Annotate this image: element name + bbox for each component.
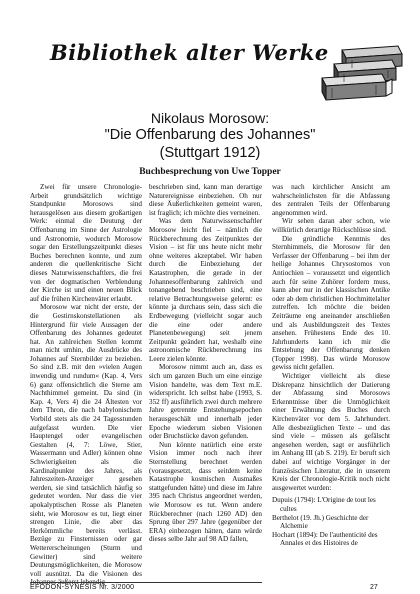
reference-item: Dupuis (1794): L'Origine de tout les cultes <box>272 496 376 513</box>
footer-rule <box>30 582 262 583</box>
review-byline: Buchbesprechung von Uwe Topper <box>139 167 281 177</box>
paragraph: was nach kirchlicher Ansicht am wahrscheinlichsten für die Abfassung des zentralen Teils der Offenbarung angenommen wird. <box>272 183 390 217</box>
text-column-1 <box>30 183 142 587</box>
paragraph: Zwei für unsere Chronologie-Arbeit grundsätzlich wichtige Standpunkte Morosows sind herausgelösen aus diesem großartigen Werk: einmal die Deutung der Offenbarung im Sinne der Astrologie und Astronomie, wodurch Morosow sogar den Erstellungszeitpunkt dieses Buches berechnen konnte, und zum anderen die quellenkritische Sicht dieses Naturwissenschaftlers, die frei von der dogmatischen Verblendung der Kirche ist und einen neuen Blick auf die frühen Kirchenväter erlaubt. <box>30 183 142 303</box>
books-stack-icon <box>312 44 404 104</box>
paragraph: beschrieben sind, kann man derartige Naturereignisse einbeziehen. Oh nur diese Äußerlichkeiten gemeint waren, ist fraglich; ich möchte dies verneinen. <box>149 183 262 217</box>
footer-journal: EFODON-SYNESIS Nr. 3/2000 <box>30 584 135 591</box>
reference-item: Berthelot (19. Jh.) Geschichte der Alchemie <box>272 513 369 531</box>
text-column-3 <box>272 183 390 548</box>
paragraph: Was dem Naturwissenschaftler Morosow leicht fiel – nämlich die Rückberechnung des Zeitpunktes der Vision – ist für uns heute nicht mehr ohne weiteres akzeptabel. Wir haben durch die Einbeziehung der Katastrophen, die gerade in der Johannesoffenbarung zahlreich und tonangebend beschrieben sind, eine relative Betrachtungsweise gelernt: es könnte ja durchaus sein, dass sich die Erdbewegung (vielleicht sogar auch die eine oder andere Planetenbewegung) seit jenem Zeitpunkt geändert hat, weshalb eine astronomische Rückberechnung ins Leere zielen könnte. <box>149 217 262 363</box>
paragraph: Wir sehen daran aber schon, wie willkürlich derartige Rückschlüsse sind. <box>272 217 390 234</box>
page-number: 27 <box>370 584 378 591</box>
paragraph: Morosow nimmt auch an, dass es sich um ganzen Buch um eine einzige Vision handelte, was dem Text m.E. widerspricht. Ich selbst habe (1993, S. 352 ff) ausführlich zwei durch mehrere Jahre getrennte Entstehungsepochen herausgeschält und innerhalb jeder Epoche wiederum sieben Visionen oder Bruchstücke davon gefunden. <box>149 363 262 441</box>
series-title: Bibliothek alter Werke <box>50 40 329 65</box>
text-column-2 <box>149 183 262 544</box>
reference-item: Hochart (1894): De l'authenticité des Annales et des Histoires de <box>272 530 378 548</box>
book-author: Nikolaus Morosow: <box>150 110 270 126</box>
paragraph: Wichtiger vielleicht als diese Diskrepanz hinsichtlich der Datierung der Abfassung sind Morosows Erkenntnisse über die Unmöglichkeit einer Erwähnung des Buches durch Kirchenväter vor dem 5. Jahrhundert. Alle diesbezüglichen Texte – und das sind viele – müssen als gefälscht angesehen werden, sagt er ausführlich im Anhang III (ab S. 219). Er beruft sich dabei auf wichtige Vorgänger in der französischen Literatur, die in unserem Kreis der Chronologie-Kritik noch nicht ausgewertet wurden: <box>272 372 390 492</box>
paragraph: Nun könnte natürlich eine erste Vision immer noch nach ihrer Sternstellung berechnet werden (vorausgesetzt, dass seitdem keine Katastrophe kosmischen Ausmaßes stattgefunden hätte) und diese im Jahre 395 nach Christus angeordnet werden, wie Morosow es tut. Wenn andere Rückberechner (nach 1260 AD) den Sprung über 297 Jahre (gegenüber der ERA) einbezogen hätten, dann würde dieses selbe Jahr auf 98 AD fallen, <box>149 440 262 544</box>
reference-list <box>272 496 390 548</box>
book-publication: (Stuttgart 1912) <box>159 145 261 161</box>
book-title: "Die Offenbarung des Johannes" <box>104 127 316 143</box>
paragraph: Morosow war nicht der erste, der die Gestirnskonstellationen als Hintergrund für viele Aussagen der Offenbarung des Johannes gedeutet hat. An zahlreichen Stellen kommt man nicht umhin, die Ausdrücke des Johannes auf Sternbilder zu beziehen. So sind z.B. mit den »vielen Augen inwendig und rundum« (Kap. 4, Vers 6) ganz offensichtlich die Sterne am Nachthimmel gemeint. Da sind (in Kap. 4, Vers 4) die 24 Ältesten vor dem Thron, die nach babylonischem Vorbild stets als die 24 Tagesstunden aufgefasst wurden. Die vier Hauptengel oder evangelischen Gestalten (4, 7: Löwe, Stier, Wassermann und Adler) können ohne Schwierigkeiten als die Kardinalpunkte des Jahres, als Jahreszeiten-Anzeiger gesehen werden, sie sind tatsächlich häufig so gedeutet worden. Nur dass die vier apokalyptischen Rosse als Planeten sieht, wie Morosow es tut, liegt einer strengen Linie, die aber das Herkömmliche bereits verlässt. Bezüge zu Finsternissen oder gar Wettererscheinungen (Sturm und Gewitter) sind weitere Deutungsmöglichkeiten, die Morosow voll ausnützt. Da die Visionen des Johannes äußerst lebendig <box>30 303 142 587</box>
paragraph: Die gründliche Kenntnis des Sternhimmels, die Morosow für den Verfasser der Offenbarung – bei ihm der heilige Johannes Chrysostomos von Antiochien – voraussetzt und eigentlich auch für seine Zuhörer fordern muss, kann aber nur in der klassischen Antike oder ab dem christlichen Hochmittelalter zutreffen. Ich möchte die beiden Zeiträume eng aneinander anschließen und als Ausbildungszeit des Textes ansehen. Frühestens Ende des 10. Jahrhunderts kann ich mir die Entstehung der Offenbarung denken (Topper 1998). Das würde Morosow gewiss nicht gefallen. <box>272 234 390 372</box>
